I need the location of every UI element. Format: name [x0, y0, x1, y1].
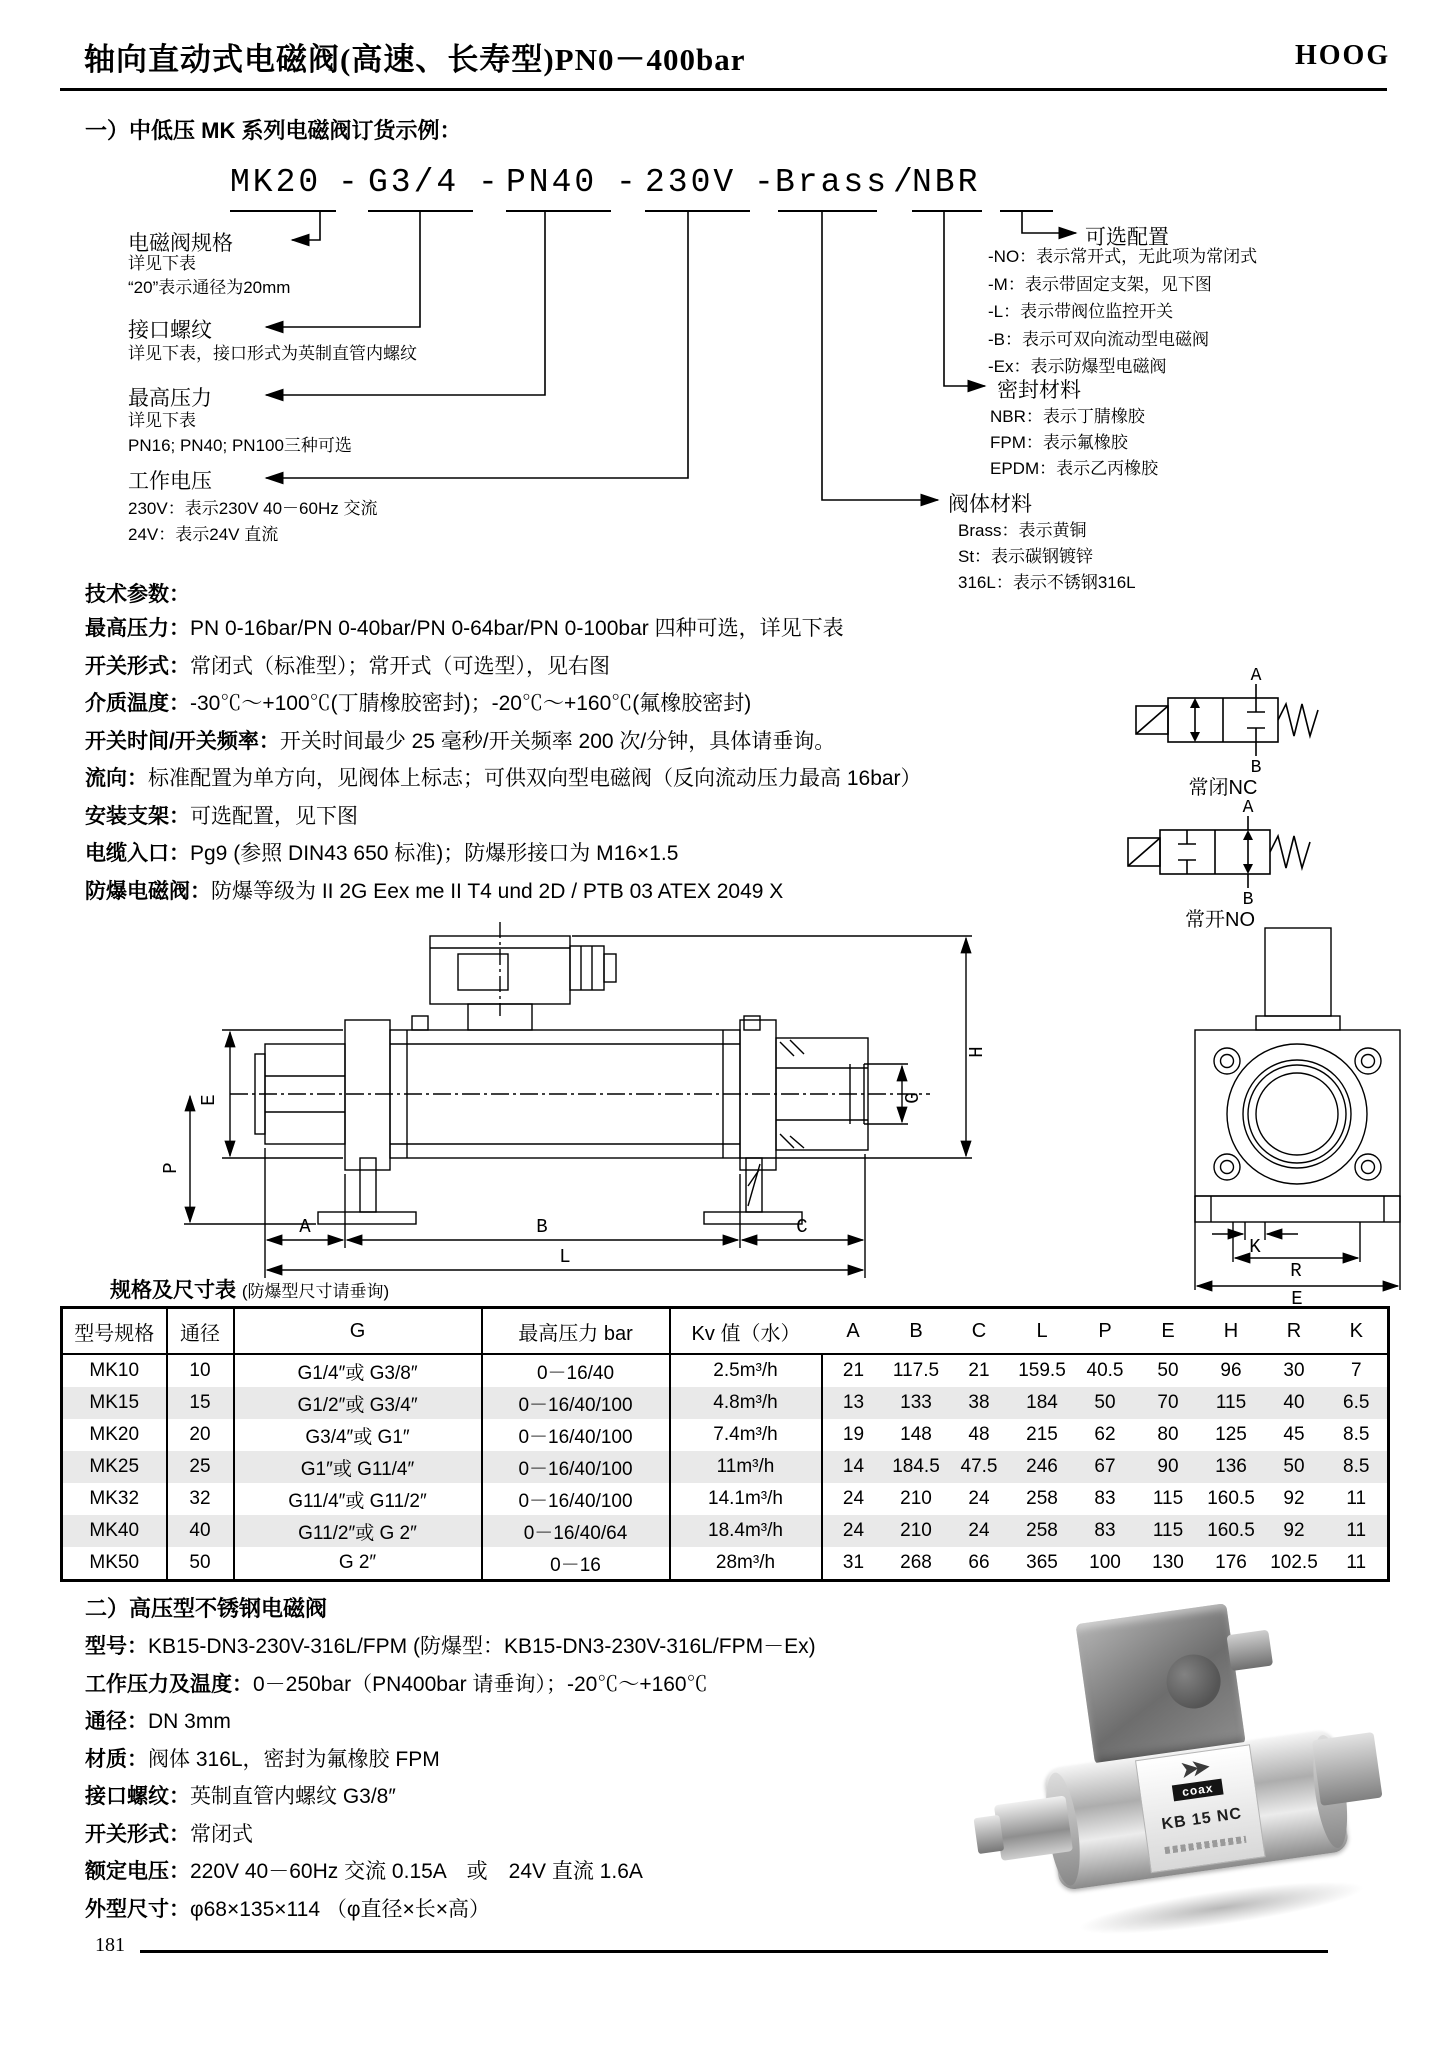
spec-table-row: [62, 1387, 1389, 1419]
spec-table-cell: 24: [822, 1483, 885, 1515]
spec-table-cell: 50: [167, 1547, 234, 1581]
spec-table-cell: 50: [1283, 1456, 1305, 1477]
spec-row: [85, 1816, 1005, 1854]
spec-table-cell: 8.5: [1343, 1424, 1370, 1445]
callout-note-line: Brass：表示黄铜: [958, 521, 1087, 540]
spec-table-cell: 48: [968, 1424, 990, 1445]
spec-table-cell: 11m³/h: [670, 1451, 822, 1483]
spec-table-header-cell: L: [1011, 1308, 1074, 1355]
page-number: 181: [95, 1934, 125, 1956]
spec-table-cell: 14.1m³/h: [670, 1483, 822, 1515]
spec-table-cell: 258: [1026, 1520, 1058, 1541]
order-code-separator: -: [478, 164, 501, 201]
spec-table-cell: 62: [1094, 1424, 1116, 1445]
header-divider: [60, 88, 1387, 91]
spec-table-cell: 7.4m³/h: [670, 1419, 822, 1451]
spec-row-label: 通径：: [85, 1710, 148, 1733]
spec-table-cell: 160.5: [1207, 1488, 1255, 1509]
dim-label: E: [1291, 1288, 1303, 1310]
tech-param-text: 防爆等级为 II 2G Eex me II T4 und 2D / PTB 03 ATEX 2049 X: [211, 879, 784, 903]
spec-table-cell: 50: [1094, 1392, 1116, 1413]
spec-table-title-text: 规格及尺寸表: [110, 1279, 236, 1302]
spec-row-text: KB15-DN3-230V-316L/FPM (防爆型：KB15-DN3-230V-316L/FPM－Ex): [148, 1635, 816, 1658]
valve-symbol-no: [1120, 798, 1370, 930]
spec-row-text: 英制直管内螺纹 G3/8″: [190, 1785, 396, 1808]
callout-valve-spec: 电磁阀规格: [128, 232, 233, 255]
spec-table-cell: 0－16: [482, 1547, 670, 1581]
spec-table-cell: 115: [1152, 1488, 1184, 1509]
callout-thread: 接口螺纹: [128, 319, 212, 342]
spec-table-header-cell: H: [1200, 1308, 1263, 1355]
spec-table-cell: 115: [1152, 1520, 1184, 1541]
page-title: 轴向直动式电磁阀(高速、长寿型)PN0－400bar: [84, 42, 746, 77]
spec-table-cell: 11: [1346, 1552, 1367, 1573]
spec-table-header-row: [62, 1308, 1389, 1355]
callout-note-line: 24V：表示24V 直流: [128, 525, 279, 544]
spec-row-text: 阀体 316L，密封为氟橡胶 FPM: [148, 1747, 440, 1771]
section2-list: [85, 1628, 1005, 1928]
spec-table-cell: 184: [1026, 1392, 1058, 1413]
spec-table-cell: 19: [822, 1419, 885, 1451]
spec-table-header-cell: 型号规格: [62, 1308, 167, 1355]
spec-table-cell: 10: [167, 1354, 234, 1387]
spec-table-cell: G1/2″或 G3/4″: [234, 1387, 482, 1419]
callout-note-line: 230V：表示230V 40－60Hz 交流: [128, 499, 378, 518]
spec-table-cell: 7: [1350, 1360, 1362, 1381]
dim-label: R: [1290, 1260, 1302, 1282]
spec-table-cell: 20: [167, 1419, 234, 1451]
dim-label: H: [966, 1046, 988, 1058]
spec-table-cell: 83: [1094, 1520, 1116, 1541]
spec-table-cell: 8.5: [1343, 1456, 1370, 1477]
order-code-segment: 230V: [645, 164, 737, 201]
spec-table-cell: MK40: [89, 1520, 140, 1541]
spec-table-cell: 32: [167, 1483, 234, 1515]
dim-label: P: [160, 1162, 182, 1174]
callout-note-line: 316L：表示不锈钢316L: [958, 573, 1136, 592]
order-code-separator: -: [616, 164, 639, 201]
spec-row: [85, 1853, 1005, 1891]
port-label: B: [1242, 890, 1254, 910]
spec-row: [85, 1778, 1005, 1816]
photo-coil-box: [1075, 1603, 1245, 1765]
spec-table-cell: 130: [1152, 1552, 1184, 1573]
spec-table: [60, 1306, 1390, 1582]
dim-label: G: [902, 1092, 924, 1104]
dim-label: A: [299, 1216, 311, 1238]
spec-table-row: [62, 1451, 1389, 1483]
tech-param-label: 开关形式：: [85, 654, 190, 678]
spec-table-cell: 38: [968, 1392, 990, 1413]
callout-note-line: -B：表示可双向流动型电磁阀: [988, 329, 1209, 349]
dim-label: K: [1249, 1236, 1261, 1258]
spec-table-cell: G1″或 G11/4″: [234, 1451, 482, 1483]
order-code-segment: MK20: [230, 164, 322, 201]
spec-table-cell: 96: [1220, 1360, 1242, 1381]
photo-cable-gland: [1227, 1630, 1274, 1671]
callout-options: 可选配置: [1085, 226, 1169, 249]
spec-table-cell: 0－16/40/64: [482, 1515, 670, 1547]
tech-param-row: [85, 798, 1105, 836]
spec-table-cell: 115: [1215, 1392, 1247, 1413]
spec-table-cell: 0－16/40/100: [482, 1387, 670, 1419]
spec-table-header-cell: E: [1137, 1308, 1200, 1355]
spec-table-cell: 21: [822, 1354, 885, 1387]
spec-table-cell: 66: [968, 1552, 990, 1573]
spec-table-cell: 50: [1157, 1360, 1179, 1381]
spec-table-cell: 21: [968, 1360, 990, 1381]
nameplate-fineprint: [1164, 1836, 1246, 1854]
spec-table-cell: 117.5: [892, 1360, 940, 1381]
tech-param-label: 流向：: [85, 767, 148, 790]
tech-param-text: PN 0-16bar/PN 0-40bar/PN 0-64bar/PN 0-100bar 四种可选，详见下表: [190, 617, 844, 640]
order-code-segment: PN40: [506, 164, 598, 201]
tech-param-text: 可选配置，见下图: [190, 804, 358, 828]
spec-table-cell: 210: [900, 1520, 932, 1541]
dim-label: B: [536, 1216, 548, 1238]
spec-table-cell: 28m³/h: [670, 1547, 822, 1581]
tech-param-text: 标准配置为单方向，见阀体上标志；可供双向型电磁阀（反向流动压力最高 16bar）: [148, 767, 922, 790]
spec-table-cell: 24: [968, 1488, 990, 1509]
callout-voltage: 工作电压: [128, 470, 212, 493]
spec-table-cell: MK32: [89, 1488, 140, 1509]
spec-table-header-cell: 通径: [167, 1308, 234, 1355]
callout-note-line: -L：表示带阀位监控开关: [988, 302, 1174, 321]
spec-table-cell: 184.5: [892, 1456, 940, 1477]
dim-label: C: [796, 1216, 808, 1238]
spec-row-text: 常闭式: [190, 1822, 253, 1846]
tech-param-label: 开关时间/开关频率：: [85, 729, 280, 753]
spec-table-cell: 0－16/40/100: [482, 1483, 670, 1515]
section1-heading: 一）中低压 MK 系列电磁阀订货示例：: [85, 118, 462, 143]
spec-table-header-cell: A: [822, 1308, 885, 1355]
callout-thread-notes: [128, 342, 417, 366]
spec-table-cell: G1/4″或 G3/8″: [234, 1354, 482, 1387]
order-code-separator: -: [754, 164, 777, 201]
callout-note-line: -M：表示带固定支架，见下图: [988, 274, 1212, 294]
callout-note-line: EPDM：表示乙丙橡胶: [990, 459, 1159, 478]
callout-body-material: 阀体材料: [948, 493, 1032, 516]
tech-param-row: [85, 723, 1105, 761]
order-code-separator: -: [338, 164, 361, 201]
spec-table-cell: 15: [167, 1387, 234, 1419]
spec-table-cell: 0－16/40/100: [482, 1451, 670, 1483]
spec-row: [85, 1628, 1005, 1666]
photo-port-right: [1312, 1732, 1383, 1806]
callout-voltage-notes: [128, 496, 377, 548]
callout-note-line: 详见下表: [128, 254, 196, 273]
spec-table-cell: 40: [167, 1515, 234, 1547]
spec-row-label: 型号：: [85, 1635, 148, 1658]
symbol-caption: 常闭NC: [1188, 777, 1258, 798]
spec-table-cell: G3/4″或 G1″: [234, 1419, 482, 1451]
spec-table-cell: 4.8m³/h: [670, 1387, 822, 1419]
spec-table-cell: 2.5m³/h: [670, 1354, 822, 1387]
spec-row: [85, 1666, 1005, 1704]
footer-divider: [140, 1950, 1328, 1953]
port-label: A: [1250, 666, 1262, 686]
spec-table-cell: 90: [1157, 1456, 1179, 1477]
spec-table-cell: 31: [822, 1547, 885, 1581]
spec-table-cell: 160.5: [1207, 1520, 1255, 1541]
spec-row: [85, 1741, 1005, 1779]
spec-table-header-cell: R: [1263, 1308, 1326, 1355]
callout-note-line: -NO：表示常开式，无此项为常闭式: [988, 247, 1258, 266]
spec-table-cell: 365: [1026, 1552, 1058, 1573]
spec-table-cell: 30: [1283, 1360, 1305, 1381]
front-view-drawing: [1195, 928, 1400, 1290]
symbol-caption: 常开NO: [1185, 909, 1255, 930]
spec-table-cell: 125: [1215, 1424, 1247, 1445]
callout-note-line: 详见下表，接口形式为英制直管内螺纹: [128, 344, 417, 363]
tech-params-list: [85, 610, 1105, 910]
spec-table-cell: 92: [1283, 1520, 1305, 1541]
valve-photo-body: [1017, 1587, 1360, 1956]
flow-arrows-icon: ➤➤: [1177, 1754, 1204, 1785]
spec-table-cell: 215: [1026, 1424, 1058, 1445]
spec-row-label: 接口螺纹：: [85, 1785, 190, 1808]
spec-table-cell: 0－16/40/100: [482, 1419, 670, 1451]
spec-table-cell: 268: [900, 1552, 932, 1573]
photo-valve-cylinder: [1043, 1730, 1349, 1891]
spec-table-cell: 176: [1215, 1552, 1247, 1573]
tech-param-text: Pg9 (参照 DIN43 650 标准)；防爆形接口为 M16×1.5: [190, 842, 679, 865]
spec-table-cell: 6.5: [1343, 1392, 1370, 1413]
spec-table-cell: 102.5: [1270, 1552, 1318, 1573]
dimension-drawings: [160, 918, 1410, 1310]
spec-table-row: [62, 1483, 1389, 1515]
callout-seal-material-notes: [990, 404, 1158, 482]
callout-max-pressure-notes: [128, 408, 352, 458]
spec-table-cell: G11/4″或 G11/2″: [234, 1483, 482, 1515]
spec-table-row: [62, 1515, 1389, 1547]
callout-max-pressure: 最高压力: [128, 387, 212, 410]
spec-table-body: [62, 1354, 1389, 1581]
spec-table-cell: G 2″: [234, 1547, 482, 1581]
spec-row-text: φ68×135×114 （φ直径×长×高）: [190, 1897, 490, 1921]
tech-param-row: [85, 685, 1105, 723]
spec-row-text: 0－250bar（PN400bar 请垂询）；-20℃～+160℃: [253, 1672, 708, 1696]
spec-table-cell: 45: [1283, 1424, 1305, 1445]
port-label: A: [1242, 798, 1254, 818]
spec-row-label: 材质：: [85, 1747, 148, 1771]
spec-row: [85, 1891, 1005, 1929]
callout-note-line: FPM：表示氟橡胶: [990, 433, 1128, 452]
brand-logo: HOOG: [1295, 40, 1391, 71]
spec-table-title-note: (防爆型尺寸请垂询): [241, 1282, 390, 1301]
valve-symbol-nc: [1128, 666, 1378, 798]
spec-table-cell: 14: [822, 1451, 885, 1483]
spec-table-header-cell: C: [948, 1308, 1011, 1355]
spec-table-cell: 40: [1283, 1392, 1305, 1413]
tech-param-text: 开关时间最少 25 毫秒/开关频率 200 次/分钟，具体请垂询。: [279, 729, 836, 753]
callout-note-line: 详见下表: [128, 411, 196, 430]
order-code-segment: G3/4: [368, 164, 460, 201]
spec-table-cell: 258: [1026, 1488, 1058, 1509]
tech-param-label: 介质温度：: [85, 692, 190, 715]
tech-param-label: 最高压力：: [85, 617, 190, 640]
tech-params-heading: 技术参数：: [85, 583, 190, 606]
section2-heading: 二）高压型不锈钢电磁阀: [85, 1596, 328, 1621]
spec-table-cell: MK20: [89, 1424, 140, 1445]
tech-param-row: [85, 835, 1105, 873]
spec-table-cell: 47.5: [960, 1456, 998, 1477]
spec-table-header-cell: B: [885, 1308, 948, 1355]
spec-row-label: 外型尺寸：: [85, 1897, 190, 1921]
order-code-separator: /: [893, 164, 916, 201]
product-photo: [1005, 1598, 1385, 1958]
spec-table-cell: MK25: [89, 1456, 140, 1477]
spec-table-row: [62, 1419, 1389, 1451]
spec-table-cell: 13: [822, 1387, 885, 1419]
order-code-segment: Brass: [775, 164, 890, 201]
tech-param-text: 常闭式（标准型）；常开式（可选型），见右图: [190, 654, 610, 678]
photo-coil-hole: [1163, 1651, 1224, 1712]
callout-body-material-notes: [958, 518, 1136, 596]
spec-table-cell: 70: [1157, 1392, 1179, 1413]
spec-table-header-cell: 最高压力 bar: [482, 1308, 670, 1355]
spec-table-cell: 136: [1215, 1456, 1247, 1477]
callout-seal-material: 密封材料: [997, 379, 1081, 402]
spec-table-header-cell: Kv 值（水）: [670, 1308, 822, 1355]
spec-table-header-cell: G: [234, 1308, 482, 1355]
spec-table-cell: 24: [968, 1520, 990, 1541]
callout-note-line: St：表示碳钢镀锌: [958, 547, 1094, 566]
callout-note-line: PN16; PN40; PN100三种可选: [128, 436, 352, 455]
spec-row-label: 开关形式：: [85, 1822, 190, 1846]
spec-table-cell: 11: [1346, 1488, 1367, 1509]
tech-param-row: [85, 648, 1105, 686]
spec-table-cell: 100: [1089, 1552, 1121, 1573]
spec-row-label: 工作压力及温度：: [85, 1672, 253, 1696]
callout-note-line: -Ex：表示防爆型电磁阀: [988, 357, 1167, 376]
callout-note-line: “20”表示通径为20mm: [128, 278, 291, 297]
callout-options-notes: [988, 243, 1257, 381]
spec-row-label: 额定电压：: [85, 1860, 190, 1883]
photo-port-left: [994, 1795, 1073, 1860]
order-code-segment: NBR: [912, 164, 981, 201]
tech-param-label: 安装支架：: [85, 804, 190, 828]
spec-table-header-cell: P: [1074, 1308, 1137, 1355]
spec-table-title: [110, 1274, 389, 1304]
spec-table-cell: G11/2″或 G 2″: [234, 1515, 482, 1547]
spec-table-cell: 24: [822, 1515, 885, 1547]
spec-table-cell: 25: [167, 1451, 234, 1483]
spec-row: [85, 1703, 1005, 1741]
spec-table-cell: 83: [1094, 1488, 1116, 1509]
spec-table-cell: 159.5: [1018, 1360, 1066, 1381]
tech-param-row: [85, 610, 1105, 648]
dim-label: L: [559, 1246, 571, 1268]
spec-table-cell: 246: [1026, 1456, 1058, 1477]
spec-table-cell: 0－16/40: [482, 1354, 670, 1387]
photo-nameplate: [1135, 1744, 1266, 1873]
spec-table-header-cell: K: [1326, 1308, 1389, 1355]
tech-param-label: 防爆电磁阀：: [85, 879, 211, 903]
manufacturer-logo: coax: [1172, 1779, 1223, 1802]
model-label: KB 15 NC: [1160, 1805, 1244, 1834]
spec-row-text: DN 3mm: [148, 1710, 231, 1733]
spec-table-cell: 80: [1157, 1424, 1179, 1445]
dim-label: E: [198, 1094, 220, 1106]
spec-table-cell: 133: [900, 1392, 932, 1413]
tech-param-row: [85, 873, 1105, 911]
tech-param-label: 电缆入口：: [85, 842, 190, 865]
spec-table-row: [62, 1354, 1389, 1387]
spec-row-text: 220V 40－60Hz 交流 0.15A 或 24V 直流 1.6A: [190, 1860, 643, 1883]
tech-param-row: [85, 760, 1105, 798]
spec-table-row: [62, 1547, 1389, 1581]
spec-table-cell: 11: [1346, 1520, 1367, 1541]
spec-table-cell: 40.5: [1086, 1360, 1124, 1381]
spec-table-cell: 67: [1094, 1456, 1116, 1477]
spec-table-cell: 210: [900, 1488, 932, 1509]
spec-table-cell: MK10: [89, 1360, 140, 1381]
spec-table-cell: 18.4m³/h: [670, 1515, 822, 1547]
spec-table-cell: 148: [900, 1424, 932, 1445]
spec-table-cell: MK15: [89, 1392, 140, 1413]
spec-table-cell: MK50: [89, 1552, 140, 1573]
port-label: B: [1250, 758, 1262, 778]
tech-param-text: -30℃～+100℃(丁腈橡胶密封)；-20℃～+160℃(氟橡胶密封): [190, 692, 752, 715]
spec-table-cell: 92: [1283, 1488, 1305, 1509]
callout-valve-spec-notes: [128, 252, 290, 300]
callout-note-line: NBR：表示丁腈橡胶: [990, 407, 1145, 426]
